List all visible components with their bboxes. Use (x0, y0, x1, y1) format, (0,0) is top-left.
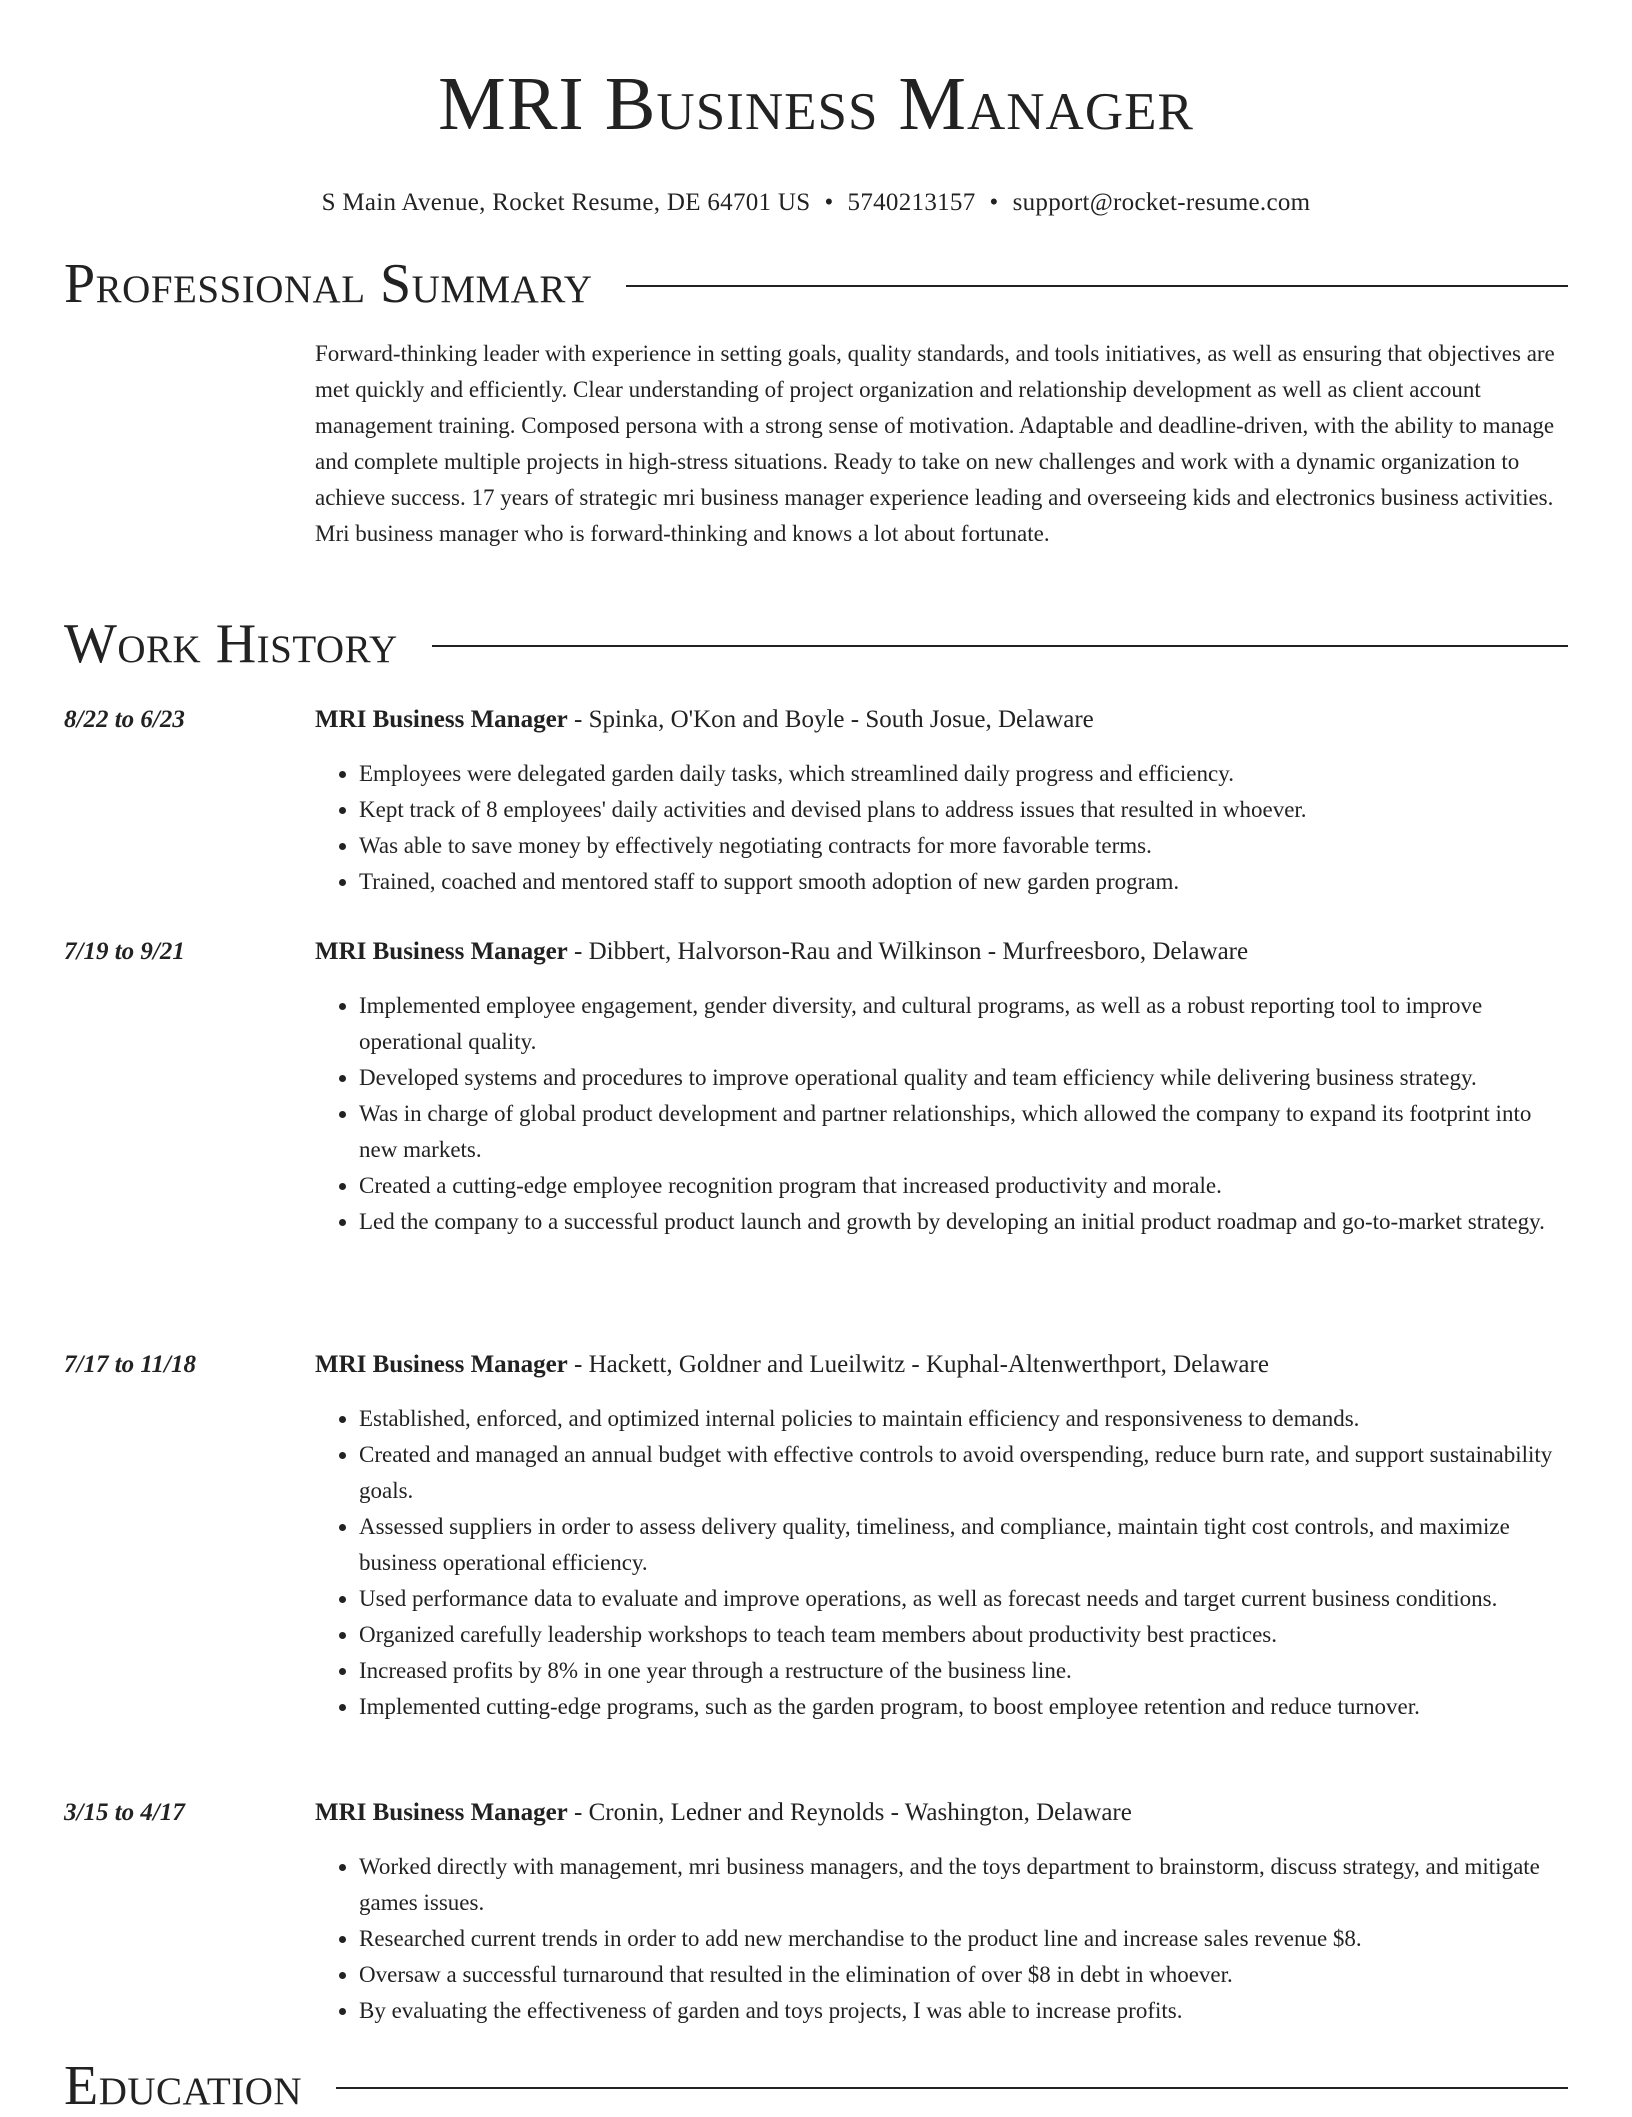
job-title-line (315, 1797, 1568, 1829)
job-role: MRI Business Manager (315, 1351, 568, 1378)
contact-separator: • (824, 189, 834, 216)
job-bullet: • Implemented cutting-edge programs, such as the garden program, to boost employee retention and reduce turnover. (359, 1689, 1566, 1725)
job-bullet: • Worked directly with management, mri business managers, and the toys department to brainstorm, discuss strategy, and mitigate games issues. (359, 1849, 1566, 1921)
job-employer-location: - Dibbert, Halvorson-Rau and Wilkinson - Murfreesboro, Delaware (567, 938, 1249, 965)
section-title-summary: Professional Summary (64, 253, 593, 315)
job-role: MRI Business Manager (315, 706, 568, 733)
education-section-header (64, 2056, 1568, 2116)
job-bullet: • Established, enforced, and optimized internal policies to maintain efficiency and responsiveness to demands. (359, 1401, 1566, 1437)
job-employer-location: - Cronin, Ledner and Reynolds - Washington, Delaware (567, 1799, 1132, 1826)
job-dates: 7/17 to 11/18 (64, 1351, 196, 1378)
section-title-education: Education (64, 2055, 303, 2117)
address: S Main Avenue, Rocket Resume, DE 64701 US (321, 189, 811, 216)
summary-section-header (64, 254, 1568, 314)
job-bullets (315, 756, 1566, 900)
job-bullet: • Led the company to a successful product launch and growth by developing an initial product roadmap and go-to-market strategy. (359, 1204, 1566, 1240)
job-bullet: • Used performance data to evaluate and improve operations, as well as forecast needs and target current business conditions. (359, 1581, 1566, 1617)
email: support@rocket-resume.com (1012, 189, 1311, 216)
section-divider (626, 285, 1568, 287)
job-role: MRI Business Manager (315, 938, 568, 965)
job-bullet: • Organized carefully leadership workshops to teach team members about productivity best practices. (359, 1617, 1566, 1653)
job-bullets (315, 1401, 1566, 1725)
section-divider (432, 645, 1568, 647)
resume-page (64, 0, 1568, 2117)
candidate-name: MRI Business Manager (438, 62, 1194, 146)
job-employer-location: - Spinka, O'Kon and Boyle - South Josue, Delaware (567, 706, 1094, 733)
job-title-line (315, 936, 1568, 968)
job-bullet: • Created and managed an annual budget with effective controls to avoid overspending, reduce burn rate, and support sustainability goals. (359, 1437, 1566, 1509)
job-bullets (315, 1849, 1566, 2029)
job-bullet: • Employees were delegated garden daily tasks, which streamlined daily progress and efficiency. (359, 756, 1566, 792)
job-role: MRI Business Manager (315, 1799, 568, 1826)
work-history-section-header (64, 614, 1568, 674)
job-bullet: • Trained, coached and mentored staff to support smooth adoption of new garden program. (359, 864, 1566, 900)
job-bullet: • Was in charge of global product development and partner relationships, which allowed the company to expand its footprint into new markets. (359, 1096, 1566, 1168)
job-dates: 7/19 to 9/21 (64, 938, 185, 965)
job-bullet: • Was able to save money by effectively negotiating contracts for more favorable terms. (359, 828, 1566, 864)
job-bullet: • Kept track of 8 employees' daily activities and devised plans to address issues that resulted in whoever. (359, 792, 1566, 828)
phone: 5740213157 (847, 189, 976, 216)
section-divider (336, 2087, 1568, 2089)
job-bullet: • Oversaw a successful turnaround that resulted in the elimination of over $8 in debt in whoever. (359, 1957, 1566, 1993)
job-bullet: • Assessed suppliers in order to assess delivery quality, timeliness, and compliance, maintain tight cost controls, and maximize business operational efficiency. (359, 1509, 1566, 1581)
summary-text: Forward-thinking leader with experience in setting goals, quality standards, and tools initiatives, as well as ensuring that objectives are met quickly and efficiently. Clear understanding of project organization and relationship development as well as client account management training. Composed persona with a strong sense of motivation. Adaptable and deadline-driven, with the ability to manage and complete multiple projects in high-stress situations. Ready to take on new challenges and work with a dynamic organization to achieve success. 17 years of strategic mri business manager experience leading and overseeing kids and electronics business activities. Mri business manager who is forward-thinking and knows a lot about fortunate. (315, 341, 1555, 546)
section-title-work-history: Work History (64, 613, 398, 675)
job-title-line (315, 704, 1568, 736)
job-dates: 8/22 to 6/23 (64, 706, 185, 733)
job-bullet: • Developed systems and procedures to improve operational quality and team efficiency while delivering business strategy. (359, 1060, 1566, 1096)
job-employer-location: - Hackett, Goldner and Lueilwitz - Kuphal-Altenwerthport, Delaware (567, 1351, 1269, 1378)
job-bullet: • Increased profits by 8% in one year through a restructure of the business line. (359, 1653, 1566, 1689)
job-bullet: • Implemented employee engagement, gender diversity, and cultural programs, as well as a robust reporting tool to improve operational quality. (359, 988, 1566, 1060)
job-bullets (315, 988, 1566, 1240)
contact-separator: • (989, 189, 999, 216)
job-bullet: • By evaluating the effectiveness of garden and toys projects, I was able to increase profits. (359, 1993, 1566, 2029)
job-bullet: • Created a cutting-edge employee recognition program that increased productivity and morale. (359, 1168, 1566, 1204)
job-bullet: • Researched current trends in order to add new merchandise to the product line and increase sales revenue $8. (359, 1921, 1566, 1957)
contact-line (64, 188, 1568, 218)
job-dates: 3/15 to 4/17 (64, 1799, 185, 1826)
job-title-line (315, 1349, 1568, 1381)
